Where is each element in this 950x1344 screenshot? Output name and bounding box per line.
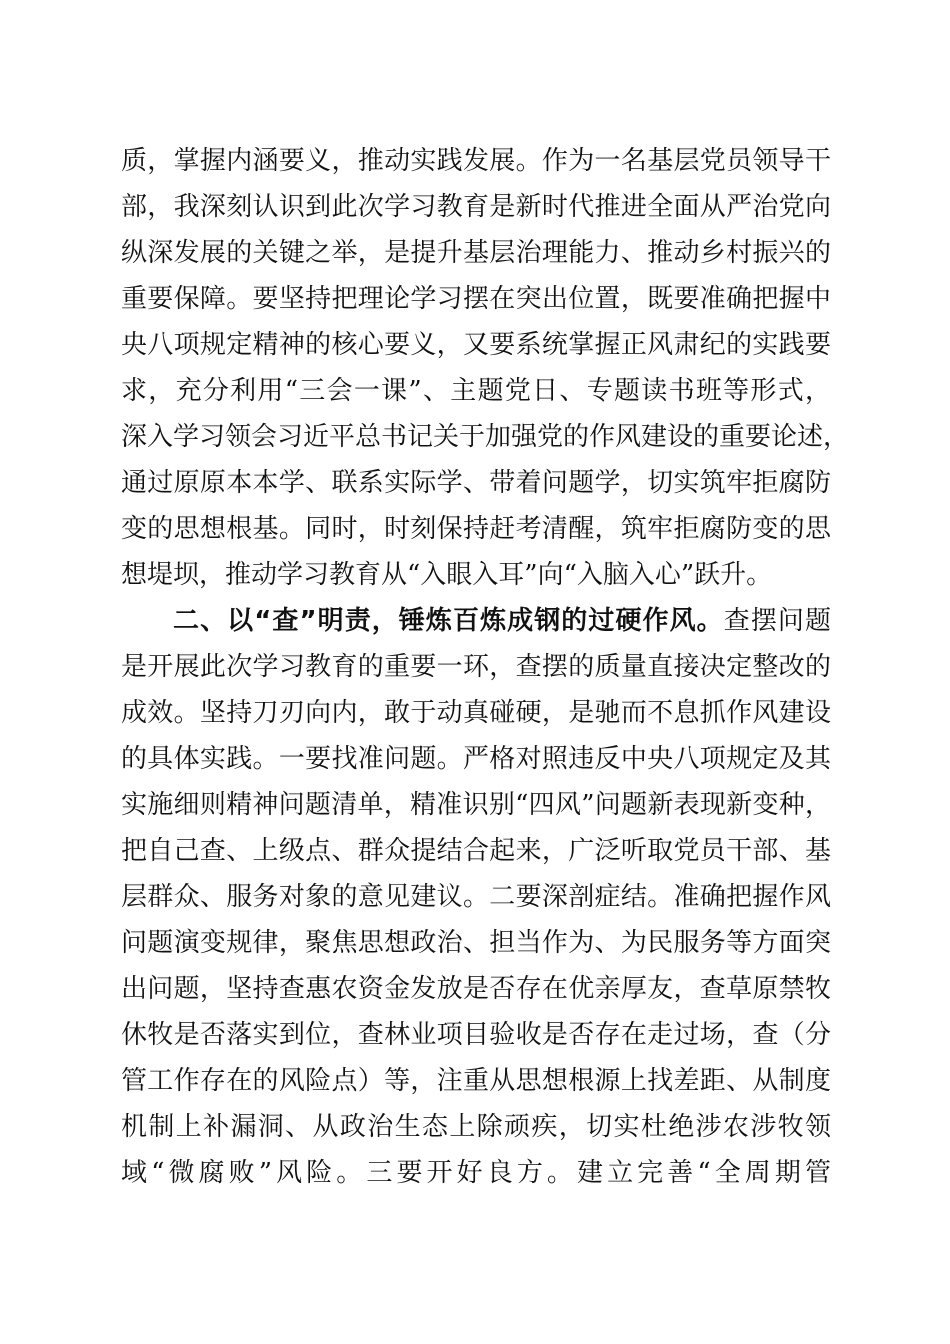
text-line: 重要保障。要坚持把理论学习摆在突出位置，既要准确把握中 xyxy=(121,284,831,314)
section-heading: 二、以“查”明责，锤炼百炼成钢的过硬作风。 xyxy=(173,606,724,636)
text-line: 想堤坝，推动学习教育从“入眼入耳”向“入脑入心”跃升。 xyxy=(121,560,773,590)
text-line: 质，掌握内涵要义，推动实践发展。作为一名基层党员领导干 xyxy=(121,146,831,176)
text-line: 实施细则精神问题清单，精准识别“四风”问题新表现新变种， xyxy=(121,790,831,820)
text-line: 通过原原本本学、联系实际学、带着问题学，切实筑牢拒腐防 xyxy=(121,468,831,498)
text-line: 休牧是否落实到位，查林业项目验收是否存在走过场，查（分 xyxy=(121,1020,831,1050)
text-line: 层群众、服务对象的意见建议。二要深剖症结。准确把握作风 xyxy=(121,882,831,912)
text-line: 央八项规定精神的核心要义，又要系统掌握正风肃纪的实践要 xyxy=(121,330,831,360)
body-text xyxy=(121,138,850,1196)
text-line: 是开展此次学习教育的重要一环，查摆的质量直接决定整改的 xyxy=(121,652,831,682)
section-heading-line xyxy=(121,598,831,644)
text-line: 的具体实践。一要找准问题。严格对照违反中央八项规定及其 xyxy=(121,744,831,774)
text-line: 变的思想根基。同时，时刻保持赶考清醒，筑牢拒腐防变的思 xyxy=(121,514,831,544)
text-line: 深入学习领会习近平总书记关于加强党的作风建设的重要论述， xyxy=(121,422,850,452)
heading-line-rest: 查摆问题 xyxy=(723,606,831,636)
text-line: 机制上补漏洞、从政治生态上除顽疾，切实杜绝涉农涉牧领 xyxy=(121,1112,831,1142)
text-line: 问题演变规律，聚焦思想政治、担当作为、为民服务等方面突 xyxy=(121,928,831,958)
text-line: 部，我深刻认识到此次学习教育是新时代推进全面从严治党向 xyxy=(121,192,831,222)
text-line: 纵深发展的关键之举，是提升基层治理能力、推动乡村振兴的 xyxy=(121,238,831,268)
text-line: 出问题，坚持查惠农资金发放是否存在优亲厚友，查草原禁牧 xyxy=(121,974,831,1004)
text-line: 成效。坚持刀刃向内，敢于动真碰硬，是驰而不息抓作风建设 xyxy=(121,698,831,728)
text-line: 管工作存在的风险点）等，注重从思想根源上找差距、从制度 xyxy=(121,1066,831,1096)
text-line: 求，充分利用“三会一课”、主题党日、专题读书班等形式， xyxy=(121,376,831,406)
text-line: 域“微腐败”风险。三要开好良方。建立完善“全周期管 xyxy=(121,1158,831,1188)
text-line: 把自己查、上级点、群众提结合起来，广泛听取党员干部、基 xyxy=(121,836,831,866)
